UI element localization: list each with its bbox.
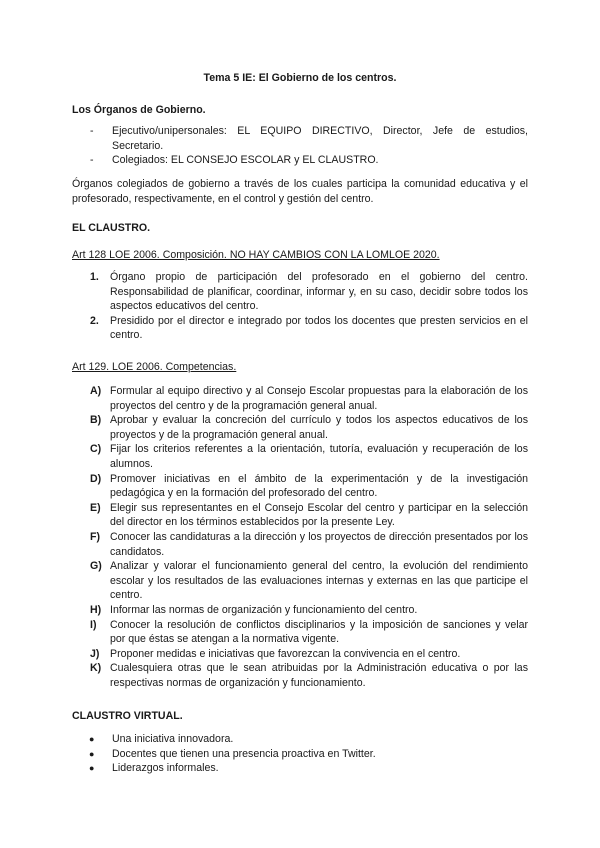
list-item: A) Formular al equipo directivo y al Consejo Escolar propuestas para la elaboración de los proyectos del centro y de la programación general anual.	[90, 385, 528, 412]
list-item: J) Proponer medidas e iniciativas que favorezcan la convivencia en el centro.	[90, 647, 461, 660]
list-item: F) Conocer las candidaturas a la dirección y los proyectos de dirección presentados por los candidatos.	[90, 530, 528, 558]
organos-list	[72, 124, 528, 168]
list-item: H) Informar las normas de organización y funcionamiento del centro.	[90, 603, 418, 616]
bullet-icon: ●	[89, 748, 95, 759]
art128-heading: Art 128 LOE 2006. Composición. NO HAY CAMBIOS CON LA LOMLOE 2020.	[72, 249, 440, 261]
list-item: 1. Órgano propio de participación del profesorado en el gobierno del centro. Responsabilidad de planificar, coordinar, informar y, en su caso, decidir sobre todos los aspectos educativos del centro.	[90, 271, 528, 313]
list-item: E) Elegir sus representantes en el Consejo Escolar del centro y participar en la selección del director en los términos establecidos por la presente Ley.	[90, 501, 528, 529]
list-item: D) Promover iniciativas en el ámbito de la experimentación y de la investigación pedagógica y en la formación del profesorado del centro.	[90, 472, 528, 500]
art129-heading: Art 129. LOE 2006. Competencias.	[72, 361, 237, 373]
list-item: ● Liderazgos informales.	[89, 762, 219, 775]
list-item: B) Aprobar y evaluar la concreción del currículo y todos los aspectos educativos de los proyectos y de la programación general anual.	[90, 414, 528, 441]
document-title: Tema 5 IE: El Gobierno de los centros.	[203, 72, 397, 84]
list-item: - Ejecutivo/unipersonales: EL EQUIPO DIRECTIVO, Director, Jefe de estudios, Secretario.	[72, 124, 528, 153]
virtual-list	[72, 732, 528, 776]
art129-list	[72, 384, 528, 690]
art128-list	[72, 270, 528, 343]
list-item: I) Conocer la resolución de conflictos disciplinarios y la imposición de sanciones y velar por que éstas se atengan a la normativa vigente.	[90, 618, 528, 646]
list-item: K) Cualesquiera otras que le sean atribuidas por la Administración educativa o por las respectivas normas de organización y funcionamiento.	[90, 662, 528, 689]
bullet-icon: ●	[89, 734, 95, 744]
list-item: - Colegiados: EL CONSEJO ESCOLAR y EL CLAUSTRO.	[72, 153, 528, 168]
list-item: ● Una iniciativa innovadora.	[89, 733, 234, 745]
list-item: 2. Presidido por el director e integrado por todos los docentes que presten servicios en el centro.	[90, 314, 528, 342]
organos-paragraph: Órganos colegiados de gobierno a través de los cuales participa la comunidad educativa y el profesorado, respectivamente, en el control y gestión del centro.	[72, 178, 528, 205]
list-item: C) Fijar los criterios referentes a la orientación, tutoría, evaluación y recuperación de los alumnos.	[90, 443, 528, 470]
bullet-icon: ●	[89, 763, 95, 774]
list-item: ● Docentes que tienen una presencia proactiva en Twitter.	[89, 747, 376, 760]
claustro-heading: EL CLAUSTRO.	[72, 222, 151, 234]
list-item: G) Analizar y valorar el funcionamiento general del centro, la evolución del rendimiento escolar y los resultados de las evaluaciones internas y externas en las que participe el centro.	[90, 560, 528, 602]
virtual-heading: CLAUSTRO VIRTUAL.	[72, 710, 183, 722]
organos-heading: Los Órganos de Gobierno.	[72, 104, 206, 116]
